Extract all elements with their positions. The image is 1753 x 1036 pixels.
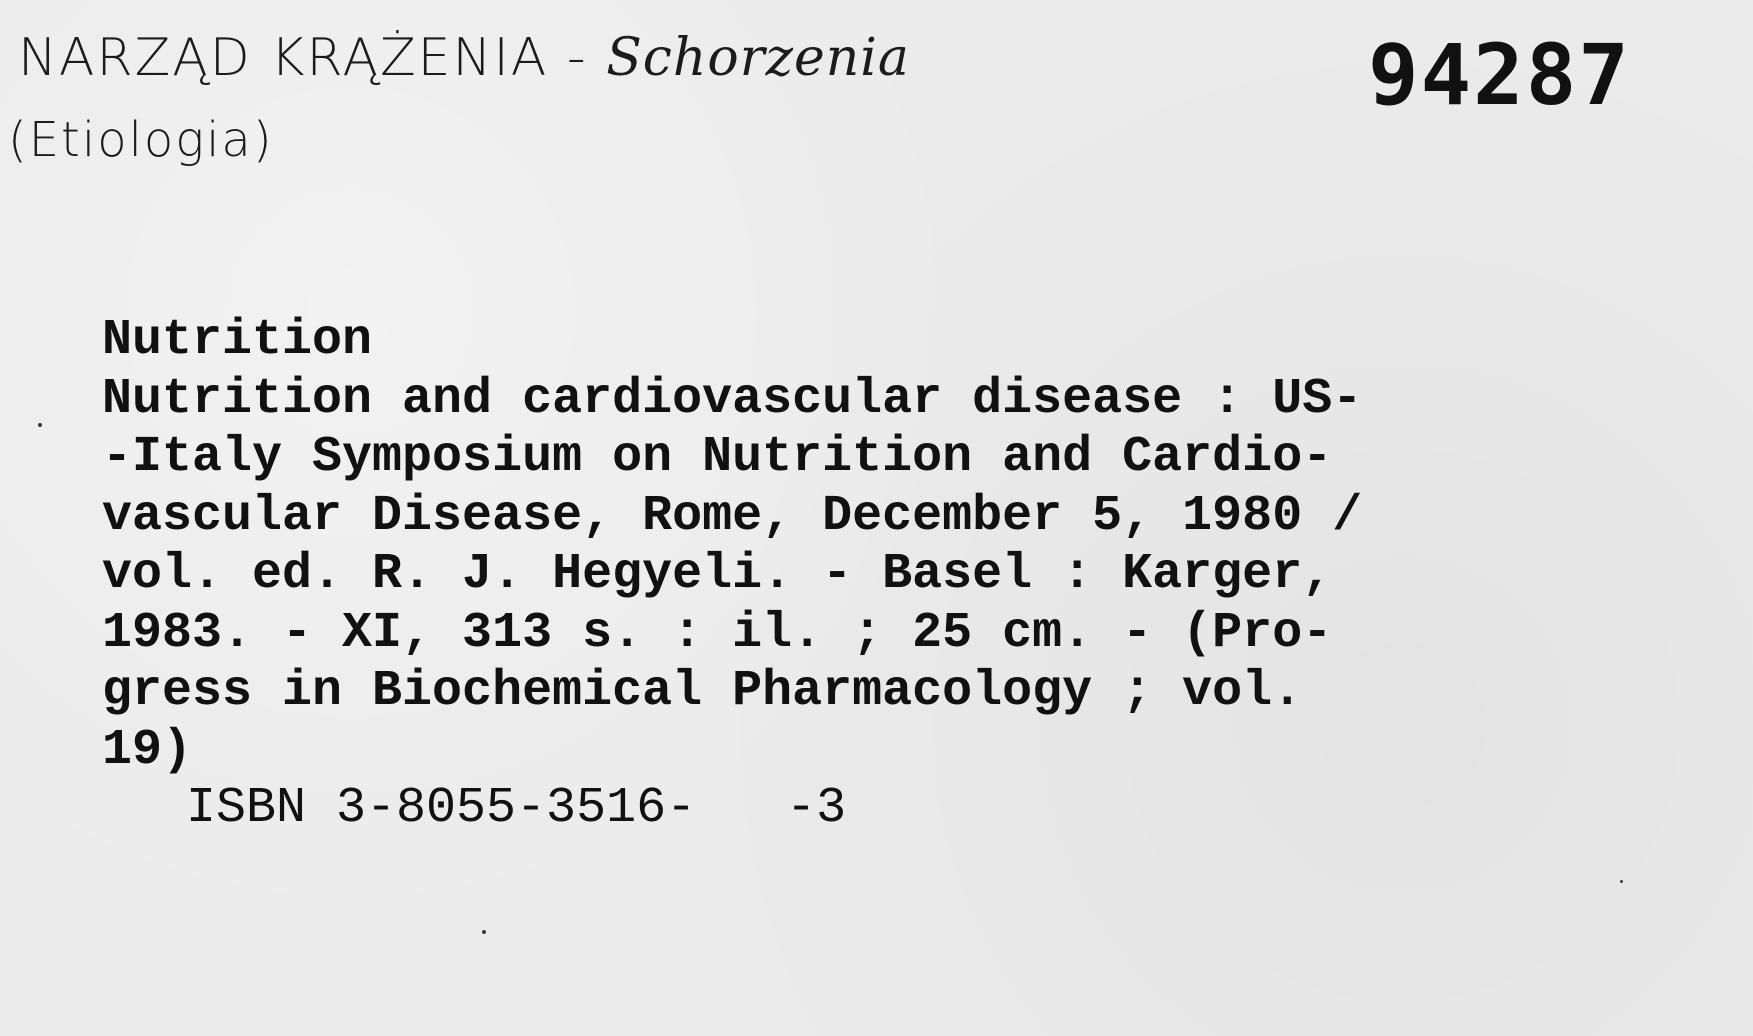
paper-speck — [38, 423, 42, 427]
entry-title-line: -Italy Symposium on Nutrition and Cardio- — [102, 429, 1333, 486]
isbn-line: ISBN 3-8055-3516- -3 — [186, 780, 847, 837]
entry-main-heading: Nutrition — [102, 312, 373, 369]
entry-responsibility-line: vol. ed. R. J. Hegyeli. - Basel : Karger, — [102, 546, 1333, 603]
subject-separator: - — [548, 28, 607, 88]
entry-series-line: 19) — [102, 721, 193, 779]
entry-series-line: gress in Biochemical Pharmacology ; vol. — [102, 663, 1303, 720]
entry-physical-line: 1983. - XI, 313 s. : il. ; 25 cm. - (Pro- — [102, 604, 1333, 662]
bibliographic-entry — [102, 312, 1362, 839]
subject-qualifier: (Etiologia) — [8, 112, 274, 168]
paper-speck — [482, 930, 486, 934]
subject-subdivision: Schorzenia — [606, 28, 910, 88]
entry-title-line: vascular Disease, Rome, December 5, 1980 / — [102, 487, 1363, 545]
entry-title-line: Nutrition and cardiovascular disease : US- — [102, 370, 1363, 428]
subject-heading — [18, 28, 910, 88]
paper-speck — [1620, 880, 1623, 883]
card-number: 94287 — [1368, 26, 1631, 124]
subject-heading-main: NARZĄD KRĄŻENIA — [18, 28, 549, 88]
